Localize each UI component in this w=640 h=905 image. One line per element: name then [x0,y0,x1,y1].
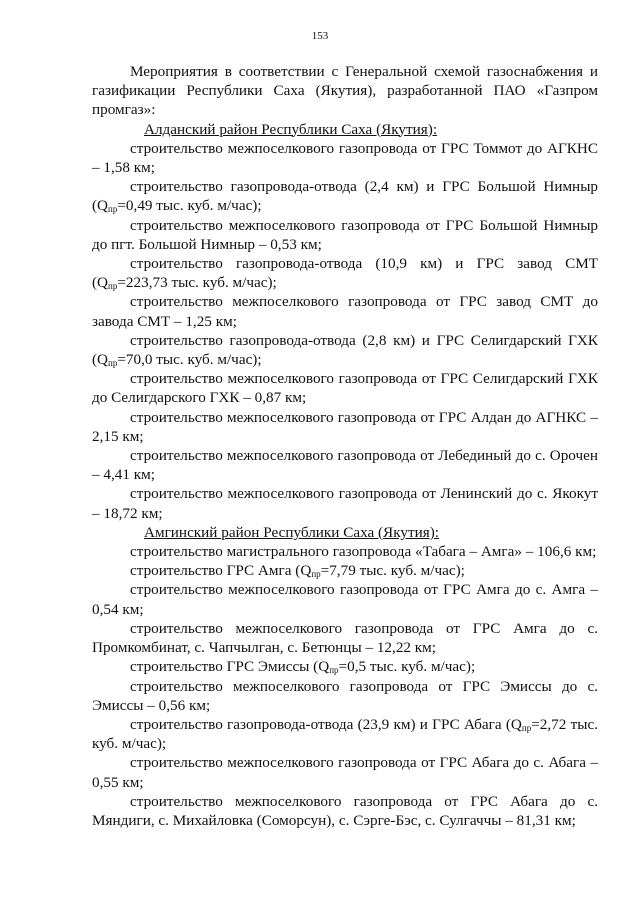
list-item: строительство межпоселкового газопровода от ГРС Большой Нимныр до пгт. Большой Нимныр – 0,53 км; [92,216,598,253]
list-item: строительство межпоселкового газопровода от Лебединый до с. Орочен – 4,41 км; [92,447,598,484]
list-item: строительство магистрального газопровода «Табага – Амга» – 106,6 км; [130,543,597,561]
list-item: строительство ГРС Амга ($Q_{пр}=7,79$ тыс. куб. м/час); [130,562,465,580]
list-item: строительство межпоселкового газопровода от ГРС Амга до с. Промкомбинат, с. Чапчылган, с. Бетюнцы – 12,22 км; [92,619,598,657]
list-item: строительство межпоселкового газопровода от ГРС Амга до с. Амга – 0,54 км; [92,581,598,618]
list-item: строительство ГРС Эмиссы ($Q_{пр}=0,5$ тыс. куб. м/час); [130,658,476,676]
section-heading-aldan: Алданский район Республики Саха (Якутия): [144,120,438,138]
page-number: 153 [311,30,329,42]
list-item: строительство межпоселкового газопровода от ГРС Эмиссы до с. Эмиссы – 0,56 км; [92,677,598,714]
list-item: строительство межпоселкового газопровода от ГРС Алдан до АГНКС – 2,15 км; [92,408,598,445]
list-item: строительство межпоселкового газопровода от ГРС Селигдарский ГХК до Селигдарского ГХК – 0,87 км; [92,370,598,407]
list-item: строительство газопровода-отвода (2,8 км) и ГРС Селигдарский ГХК ($Q_{пр}=70,0$ тыс. куб. м/час); [92,331,598,369]
list-item: строительство межпоселкового газопровода от ГРС завод СМТ до завода СМТ – 1,25 км; [92,293,598,330]
list-item: строительство межпоселкового газопровода от Ленинский до с. Якокут – 18,72 км; [92,485,598,522]
list-item: строительство газопровода-отвода (23,9 км) и ГРС Абага ($Q_{пр}=2,72$ тыс. куб. м/час); [92,715,598,753]
list-item: строительство межпоселкового газопровода от ГРС Томмот до АГКНС – 1,58 км; [92,139,598,177]
section-heading-amga: Амгинский район Республики Саха (Якутия): [144,523,439,541]
document-body [92,62,598,830]
list-item: строительство межпоселкового газопровода от ГРС Абага до с. Мяндиги, с. Михайловка (Соморсун), с. Сэрге-Бэс, с. Сулгаччы – 81,31 км; [92,792,598,829]
list-item: строительство газопровода-отвода (2,4 км) и ГРС Большой Нимныр ($Q_{пр}=0,49$ тыс. куб. м/час); [92,178,598,215]
list-item: строительство межпоселкового газопровода от ГРС Абага до с. Абага – 0,55 км; [92,754,598,791]
intro-paragraph: Мероприятия в соответствии с Генеральной схемой газоснабжения и газификации Республики Саха (Якутия), разработанной ПАО «Газпром промгаз»: [92,63,598,119]
list-item: строительство газопровода-отвода (10,9 км) и ГРС завод СМТ ($Q_{пр}=223,73$ тыс. куб. м/час); [92,255,598,292]
